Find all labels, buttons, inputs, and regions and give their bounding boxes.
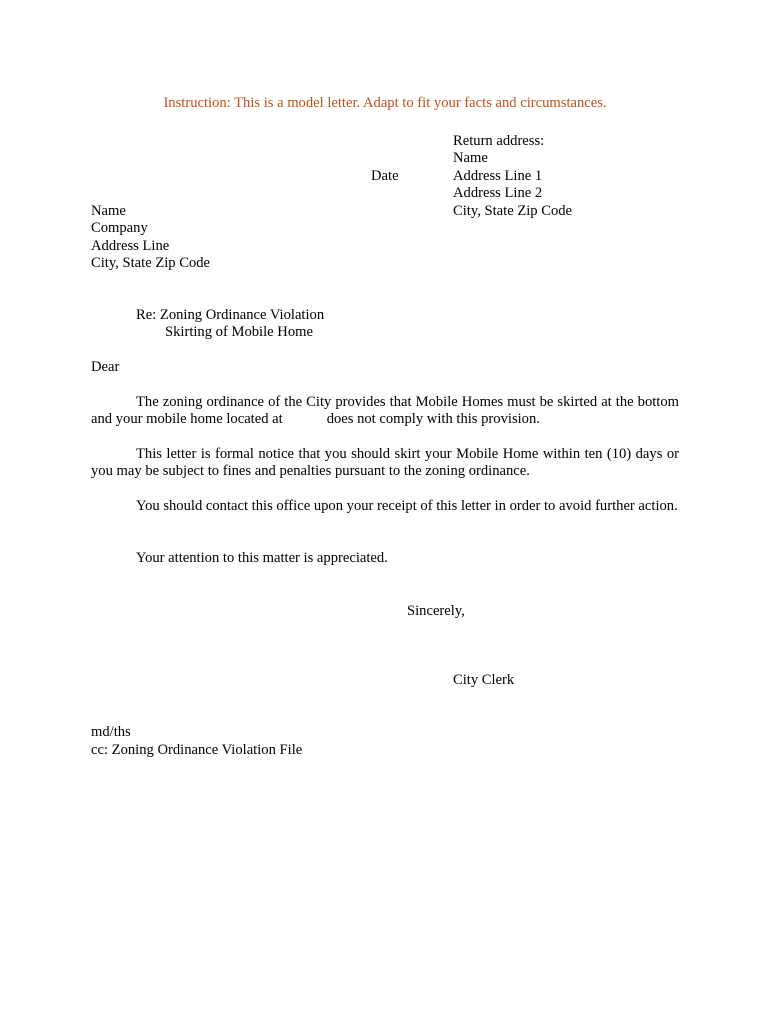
return-address-name: Name xyxy=(453,150,488,166)
body-paragraph-3 xyxy=(91,498,679,515)
typist-initials: md/ths xyxy=(91,724,131,740)
body-paragraph-2 xyxy=(91,446,679,481)
return-address-label: Return address: xyxy=(453,133,545,149)
return-address-city: City, State Zip Code xyxy=(453,203,573,219)
closing: Sincerely, xyxy=(407,603,465,619)
return-address-line-2: Address Line 2 xyxy=(453,185,543,201)
body-paragraph-4-text: Your attention to this matter is appreciated. xyxy=(136,550,388,566)
return-address-line-1: Address Line 1 xyxy=(453,168,543,184)
subject-line-1: Re: Zoning Ordinance Violation xyxy=(136,307,325,323)
body-paragraph-1 xyxy=(91,394,679,429)
subject-line-2: Skirting of Mobile Home xyxy=(165,324,313,340)
recipient-company: Company xyxy=(91,220,148,236)
carbon-copy-line: cc: Zoning Ordinance Violation File xyxy=(91,742,303,758)
date-label: Date xyxy=(371,168,399,184)
body-paragraph-1-part-b: does not comply with this provision. xyxy=(326,411,540,428)
signer-title: City Clerk xyxy=(453,672,515,688)
recipient-city: City, State Zip Code xyxy=(91,255,211,271)
body-paragraph-1-part-a: The zoning ordinance of the City provides that Mobile Homes must be skirted at the bottom and your mobile home located at xyxy=(91,394,679,428)
salutation: Dear xyxy=(91,359,120,375)
body-paragraph-3-text: You should contact this office upon your receipt of this letter in order to avoid further action. xyxy=(136,498,678,514)
body-paragraph-4 xyxy=(91,550,679,567)
recipient-name: Name xyxy=(91,203,126,219)
recipient-address: Address Line xyxy=(91,238,170,254)
body-paragraph-2-text: This letter is formal notice that you should skirt your Mobile Home within ten (10) days or you may be subject to fines and penalties pursuant to the zoning ordinance. xyxy=(91,446,679,480)
instruction-note: Instruction: This is a model letter. Adapt to fit your facts and circumstances. xyxy=(163,95,607,111)
